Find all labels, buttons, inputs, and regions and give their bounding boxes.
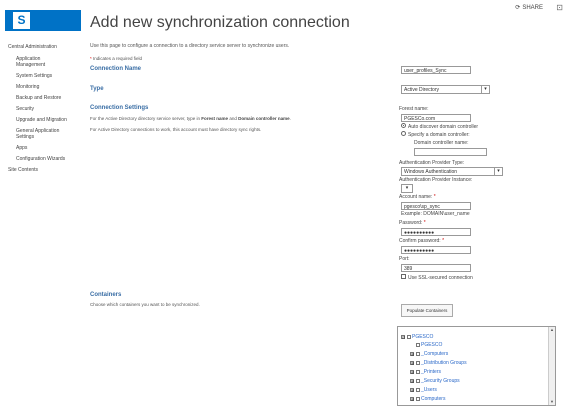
type-select[interactable] [401, 85, 490, 94]
auto-discover-option[interactable] [401, 124, 478, 130]
auth-type-label: Authentication Provider Type: [399, 160, 465, 166]
tree-node-child[interactable] [416, 342, 442, 349]
account-name-input[interactable]: pgesco\sp_sync [401, 202, 471, 210]
sharepoint-logo[interactable] [5, 10, 81, 31]
auth-instance-select[interactable] [401, 184, 413, 193]
nav-monitoring[interactable]: Monitoring [16, 84, 40, 90]
account-name-label-text: Account name: [399, 194, 433, 200]
type-select-value: Active Directory [404, 87, 440, 93]
page-title: Add new synchronization connection [90, 14, 350, 31]
specify-dc-label: Specify a domain controller: [408, 132, 470, 138]
share-button[interactable] [515, 4, 545, 11]
auth-type-value: Windows Authentication [404, 169, 458, 175]
settings-desc-text: For the Active Directory directory service server, type in [90, 116, 202, 121]
forest-name-label: Forest name: [399, 106, 429, 112]
tree-node-child[interactable] [410, 378, 460, 385]
nav-general-application-settings-line2[interactable]: Settings [16, 134, 35, 140]
nav-site-contents[interactable]: Site Contents [8, 167, 39, 173]
tree-checkbox[interactable] [416, 379, 420, 383]
tree-node-label: PGESCO [412, 334, 434, 340]
tree-node-child[interactable] [410, 387, 437, 394]
expand-icon[interactable]: ⊞ [411, 396, 415, 402]
auto-discover-radio[interactable] [401, 123, 406, 128]
confirm-password-label-text: Confirm password: [399, 238, 441, 244]
tree-node-label: _Users [421, 387, 437, 393]
required-star: * [442, 238, 445, 244]
connection-settings-heading: Connection Settings [90, 105, 149, 111]
tree-node-label: _Printers [421, 369, 442, 375]
account-example: Example: DOMAIN\user_name [401, 211, 470, 217]
tree-checkbox[interactable] [416, 388, 420, 392]
nav-central-administration[interactable]: Central Administration [8, 44, 57, 50]
tree-node-label: PGESCO [421, 342, 443, 348]
ssl-label: Use SSL-secured connection [408, 275, 473, 281]
sharepoint-logo-letter: S [13, 12, 30, 29]
tree-node-label: _Distribution Groups [421, 360, 467, 366]
settings-desc-dc: Domain controller name [238, 116, 290, 121]
nav-security[interactable]: Security [16, 106, 35, 112]
required-star: * [433, 194, 436, 200]
scroll-up-icon[interactable]: ▲ [550, 327, 554, 332]
nav-application-management-line2[interactable]: Management [16, 62, 46, 68]
specify-dc-option[interactable] [401, 132, 470, 138]
specify-dc-radio[interactable] [401, 131, 406, 136]
chevron-down-icon: ▾ [405, 185, 409, 191]
tree-node-child[interactable] [410, 360, 467, 367]
tree-node-label: Computers [421, 396, 446, 402]
chevron-down-icon: ▾ [481, 86, 489, 93]
connection-settings-note: For Active Directory connections to work, this account must have directory sync rights. [90, 127, 262, 132]
password-label [399, 220, 426, 226]
settings-desc-period: . [289, 116, 291, 121]
nav-backup-and-restore[interactable]: Backup and Restore [16, 95, 62, 101]
containers-heading: Containers [90, 292, 122, 298]
tree-checkbox[interactable] [416, 361, 420, 365]
populate-containers-button[interactable]: Populate Containers [401, 304, 453, 317]
collapse-icon[interactable]: ⊟ [402, 334, 406, 340]
tree-checkbox[interactable] [416, 352, 420, 356]
connection-name-input[interactable]: user_profiles_Sync [401, 66, 471, 74]
tree-node-child[interactable] [410, 369, 441, 376]
ssl-checkbox[interactable] [401, 274, 406, 279]
confirm-password-input[interactable]: ●●●●●●●●●● [401, 246, 471, 254]
chevron-down-icon: ▾ [494, 168, 502, 175]
connection-settings-description [90, 116, 390, 122]
nav-general-application-settings-line1[interactable]: General Application [16, 128, 60, 134]
auth-type-select[interactable] [401, 167, 503, 176]
nav-configuration-wizards[interactable]: Configuration Wizards [16, 156, 66, 162]
confirm-password-label [399, 238, 444, 244]
expand-icon[interactable]: ⊞ [411, 369, 415, 375]
required-star: * [423, 220, 426, 226]
nav-apps[interactable]: Apps [16, 145, 28, 151]
tree-checkbox[interactable] [416, 370, 420, 374]
auth-instance-label: Authentication Provider Instance: [399, 177, 473, 183]
tree-node-root[interactable] [401, 334, 433, 341]
tree-node-child[interactable] [410, 396, 445, 403]
tree-node-label: _Computers [421, 351, 449, 357]
port-label: Port: [399, 256, 410, 262]
tree-node-label: _Security Groups [421, 378, 460, 384]
containers-description: Choose which containers you want to be synchronized. [90, 302, 200, 307]
auto-discover-label: Auto discover domain controller [408, 124, 479, 130]
port-input[interactable]: 389 [401, 264, 471, 272]
password-input[interactable]: ●●●●●●●●●● [401, 228, 471, 236]
settings-desc-forest: Forest name [201, 116, 229, 121]
account-name-label [399, 194, 436, 200]
tree-checkbox[interactable] [407, 335, 411, 339]
ssl-option[interactable] [401, 275, 473, 281]
forest-name-input[interactable]: PGESCo.com [401, 114, 471, 122]
tree-checkbox[interactable] [416, 397, 420, 401]
expand-icon[interactable]: ⊞ [411, 387, 415, 393]
tree-node-child[interactable] [410, 351, 448, 358]
nav-application-management-line1[interactable]: Application [16, 56, 41, 62]
expand-icon[interactable]: ⊞ [411, 378, 415, 384]
password-label-text: Password: [399, 220, 423, 226]
dc-name-label: Domain controller name: [414, 140, 469, 146]
share-label: SHARE [522, 5, 543, 11]
page-description: Use this page to configure a connection to a directory service server to synchronize users. [90, 43, 290, 49]
nav-system-settings[interactable]: System Settings [16, 73, 53, 79]
settings-desc-and: and [228, 116, 239, 121]
expand-icon[interactable]: ⊞ [411, 351, 415, 357]
focus-icon[interactable]: ⊡ [556, 3, 563, 12]
expand-icon[interactable]: ⊞ [411, 360, 415, 366]
share-icon: ⟳ [515, 5, 521, 11]
type-heading: Type [90, 86, 104, 92]
nav-upgrade-and-migration[interactable]: Upgrade and Migration [16, 117, 67, 123]
required-note-text: Indicates a required field [91, 56, 143, 61]
connection-name-heading: Connection Name [90, 66, 142, 72]
tree-scrollbar[interactable] [548, 327, 555, 405]
containers-tree[interactable] [397, 326, 556, 406]
tree-checkbox[interactable] [416, 343, 420, 347]
scroll-down-icon[interactable]: ▼ [550, 399, 554, 404]
required-field-note [90, 56, 142, 61]
required-star: * [90, 56, 92, 61]
dc-name-input[interactable] [414, 148, 487, 156]
